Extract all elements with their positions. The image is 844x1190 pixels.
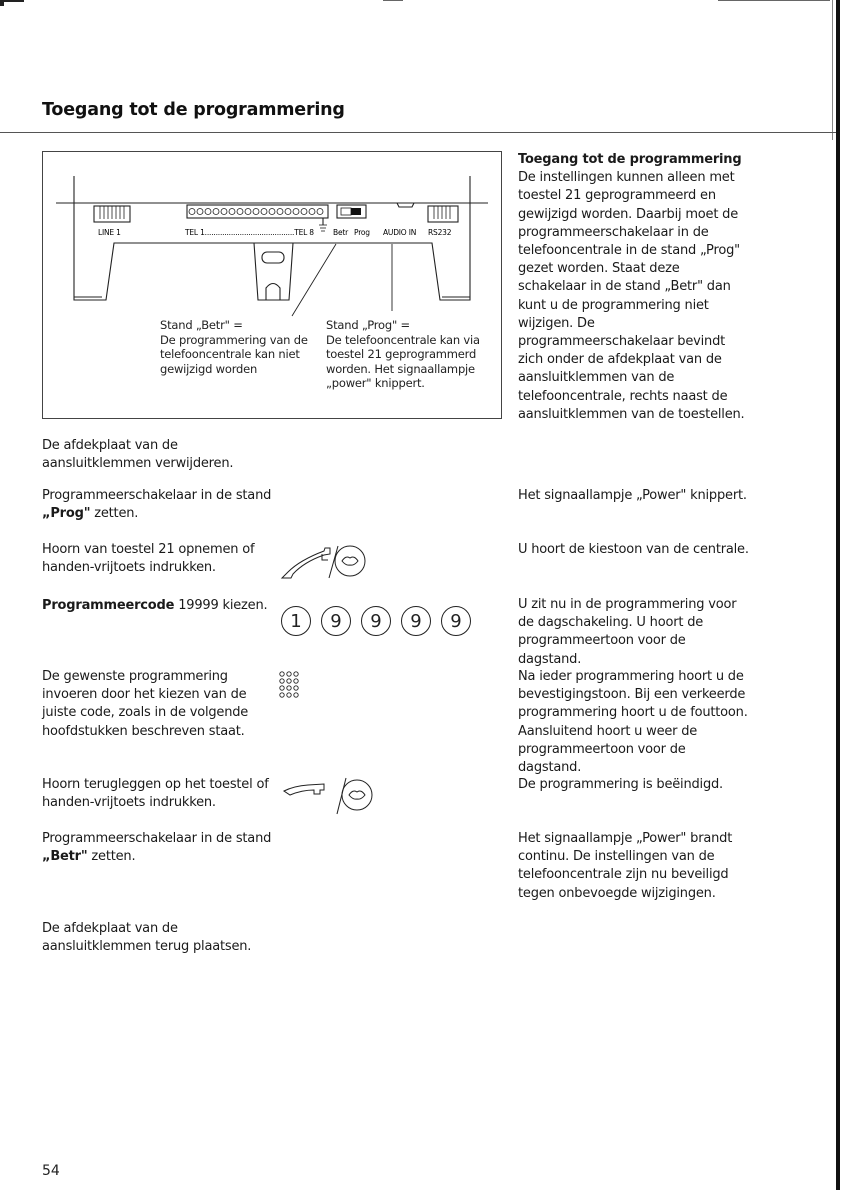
- keypad-key: [287, 672, 291, 676]
- keypad-key: [294, 679, 298, 683]
- label-betr: Betr: [333, 228, 348, 237]
- terminal-screw: [205, 209, 211, 215]
- step-2-text-bold: „Prog": [42, 506, 91, 522]
- terminal-screws: [189, 209, 323, 215]
- label-prog: Prog: [354, 228, 370, 237]
- scan-mark: [0, 0, 4, 6]
- line1-jack: [94, 206, 130, 222]
- caption-betr-heading: Stand „Betr" =: [160, 318, 243, 332]
- step-2-result: Het signaallampje „Power" knippert.: [518, 488, 747, 503]
- step-6-result: De programmering is beëindigd.: [518, 777, 723, 792]
- caption-prog: [326, 318, 496, 391]
- terminal-screw: [317, 209, 323, 215]
- handset-lift-icon: [280, 540, 386, 580]
- key-digit-1: 1: [281, 606, 311, 636]
- step-8-text: De afdekplaat van de aansluitklemmen terug plaatsen.: [42, 921, 252, 955]
- step-7-text-bold: „Betr": [42, 849, 88, 865]
- keypad-key: [294, 693, 298, 697]
- programming-code-keys: [281, 606, 501, 638]
- step-4-result: U zit nu in de programmering voor de dagschakeling. U hoort de programmeertoon voor de dagstand.: [518, 597, 737, 667]
- step-5-text: De gewenste programmering invoeren door het kiezen van de juiste code, zoals in de volgende hoofdstukken beschreven staat.: [42, 669, 249, 739]
- key-digit-3: 9: [361, 606, 391, 636]
- step-3-text: Hoorn van toestel 21 opnemen of handen-vrijtoets indrukken.: [42, 542, 255, 576]
- terminal-screw: [285, 209, 291, 215]
- step-1-text: De afdekplaat van de aansluitklemmen verwijderen.: [42, 438, 234, 472]
- title-divider: [0, 132, 836, 133]
- terminal-screw: [189, 209, 195, 215]
- keypad-key: [294, 686, 298, 690]
- keypad-icon: [279, 671, 301, 705]
- keypad-key: [287, 686, 291, 690]
- step-7-text-pre: Programmeerschakelaar in de stand: [42, 831, 272, 846]
- key-digit-2: 9: [321, 606, 351, 636]
- keypad-key: [280, 679, 284, 683]
- scan-mark: [718, 0, 830, 1]
- ground-symbol: [319, 225, 327, 231]
- page-number: 54: [42, 1163, 60, 1179]
- side-note: [518, 151, 748, 424]
- keypad-key: [287, 679, 291, 683]
- caption-betr-body: De programmering van de telefooncentrale kan niet gewijzigd worden: [160, 332, 308, 376]
- step-7-text: [42, 830, 272, 866]
- key-digit-5: 9: [441, 606, 471, 636]
- terminal-screw: [277, 209, 283, 215]
- keypad-key: [280, 693, 284, 697]
- step-2-text-post: zetten.: [90, 506, 139, 522]
- switch-slot: [341, 208, 351, 215]
- page-title: Toegang tot de programmering: [42, 100, 345, 120]
- keypad-key: [280, 672, 284, 676]
- step-2-text: [42, 487, 272, 523]
- scan-mark: [383, 0, 403, 1]
- label-audio-in: AUDIO IN: [383, 228, 417, 237]
- hook-slot: [262, 252, 284, 263]
- handset-hangup-icon: [282, 774, 388, 818]
- keypad-key: [280, 686, 284, 690]
- housing-bump: [397, 203, 414, 207]
- terminal-screw: [245, 209, 251, 215]
- side-note-heading: Toegang tot de programmering: [518, 152, 742, 167]
- caption-betr: [160, 318, 320, 376]
- step-4-text: [42, 597, 272, 615]
- step-2-text-pre: Programmeerschakelaar in de stand: [42, 488, 272, 503]
- terminal-screw: [213, 209, 219, 215]
- terminal-screw: [229, 209, 235, 215]
- keypad-key: [287, 693, 291, 697]
- keypad-key: [294, 672, 298, 676]
- rs232-jack: [428, 206, 458, 222]
- caption-prog-body: De telefooncentrale kan via toestel 21 geprogrammerd worden. Het signaallampje „power" knippert.: [326, 332, 480, 390]
- terminal-screw: [293, 209, 299, 215]
- betr-pointer: [292, 244, 336, 316]
- terminal-screw: [301, 209, 307, 215]
- step-7-text-post: zetten.: [87, 849, 136, 865]
- side-note-body: De instellingen kunnen alleen met toestel 21 geprogrammeerd en gewijzigd worden. Daarbij moet de programmeerschakelaar in de telefooncentrale in de stand „Prog" gezet worden. Staat deze schakelaar in de stand „Betr" dan kunt u de programmering niet wijzigen. De programmeerschakelaar bevindt zich onder de afdekplaat van de aansluitklemmen van de telefooncentrale, rechts naast de aansluitklemmen van de toestellen.: [518, 170, 745, 422]
- hook-notch: [266, 284, 280, 301]
- label-line1: LINE 1: [98, 228, 121, 237]
- step-3-result: U hoort de kiestoon van de centrale.: [518, 542, 749, 557]
- step-4-text-post: 19999 kiezen.: [174, 598, 268, 613]
- terminal-screw: [269, 209, 275, 215]
- step-4-text-bold: Programmeercode: [42, 598, 175, 613]
- key-digit-4: 9: [401, 606, 431, 636]
- step-6-text: Hoorn terugleggen op het toestel of handen-vrijtoets indrukken.: [42, 777, 269, 811]
- page-edge: [836, 0, 840, 1190]
- label-tel-range: TEL 1.........................................TEL 8: [185, 228, 314, 237]
- label-rs232: RS232: [428, 228, 452, 237]
- switch-knob: [351, 208, 361, 215]
- terminal-screw: [221, 209, 227, 215]
- step-5-result: Na ieder programmering hoort u de bevestigingstoon. Bij een verkeerde programmering hoort u de fouttoon. Aansluitend hoort u weer de programmeertoon voor de dagstand.: [518, 669, 748, 776]
- terminal-screw: [309, 209, 315, 215]
- terminal-screw: [253, 209, 259, 215]
- terminal-screw: [237, 209, 243, 215]
- housing-side: [74, 176, 470, 203]
- step-7-result: Het signaallampje „Power" brandt continu. De instellingen van de telefooncentrale zijn nu beveiligd tegen onbevoegde wijzigingen.: [518, 831, 733, 901]
- terminal-screw: [261, 209, 267, 215]
- caption-prog-heading: Stand „Prog" =: [326, 318, 410, 332]
- page-edge: [832, 0, 833, 140]
- terminal-screw: [197, 209, 203, 215]
